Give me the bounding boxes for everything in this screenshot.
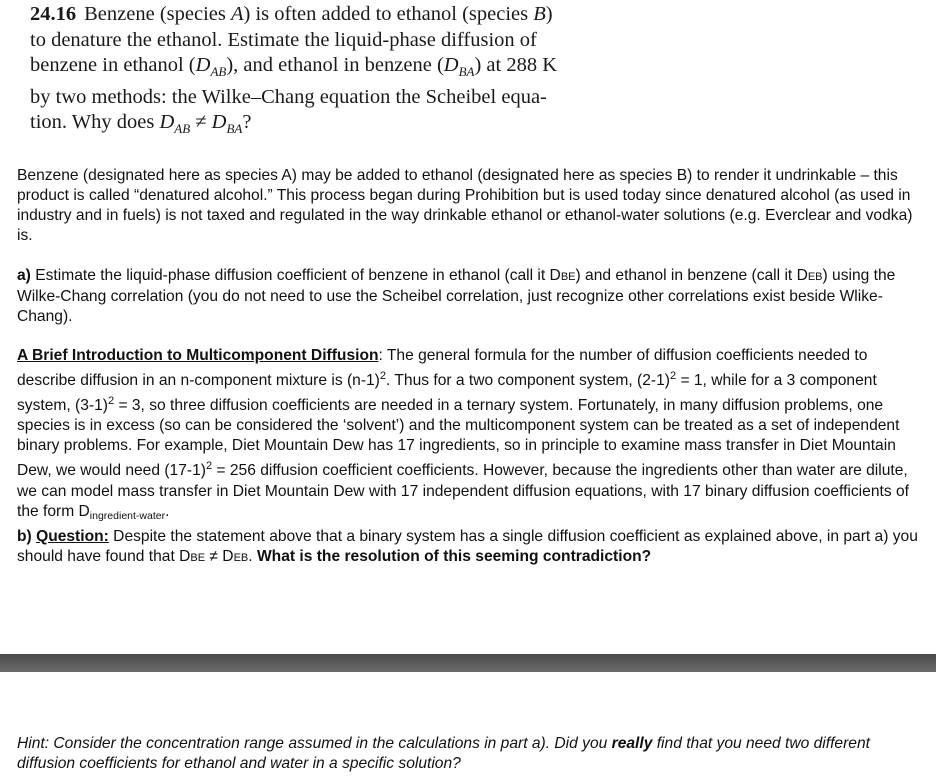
problem-line-2: to denature the ethanol. Estimate the liquid-phase diffusion of bbox=[30, 28, 537, 51]
problem-number: 24.16 bbox=[30, 3, 77, 25]
textbook-problem bbox=[30, 2, 590, 142]
brief-introduction: A Brief Introduction to Multicomponent Diffusion: The general formula for the number of diffusion coefficients needed to describe diffusion in an n-component mixture is $(n-1)^2$. Thus for a two component system, $(2-1)^2 = 1$, while for a 3 component system, $(3-1)^2 = 3$, so three diffusion coefficients are needed in a ternary system. Fortunately, in many diffusion problems, one species is in excess (so can be considered the ‘solvent’) and the multicomponent system can be treated as a set of independent binary problems. For example, Diet Mountain Dew has 17 ingredients, so in principle to examine mass transfer in Diet Mountain Dew, we would need $(17-1)^2 = 256$ diffusion coefficient coefficients. However, because the ingredients other than water are dilute, we can model mass transfer in Diet Mountain Dew with 17 independent diffusion equations, with 17 binary diffusion coefficients of the form $D_{ingredient-water}$. bbox=[17, 347, 909, 522]
brief-heading: A Brief Introduction to Multicomponent Diffusion bbox=[17, 347, 379, 364]
hint-emphasis: really bbox=[611, 735, 653, 752]
question-label: Question: bbox=[36, 528, 109, 545]
part-a-label: a) bbox=[17, 267, 31, 284]
problem-line-4: by two methods: the Wilke–Chang equation the Scheibel equa- bbox=[30, 85, 547, 108]
problem-line-1: 24.16 Benzene (species A) is often added to ethanol (species B) bbox=[30, 3, 553, 25]
hint: Hint: Consider the concentration range assumed in the calculations in part a). Did you really find that you need two different diffusion coefficients for ethanol and water in a specific solution? bbox=[17, 735, 870, 772]
part-b: b) Question: Despite the statement above that a binary system has a single diffusion coefficient as explained above, in part a) you should have found that DBE ≠ DEB. What is the resolution of this seeming contradiction? bbox=[17, 528, 918, 565]
problem-line-3: benzene in ethanol $(D_{AB})$, and ethanol in benzene $(D_{BA})$ at 288 K bbox=[30, 54, 558, 80]
divider-bar bbox=[0, 654, 936, 672]
problem-line-5: tion. Why does $D_{AB} \ne D_{BA}$? bbox=[30, 111, 252, 137]
intro-paragraph: Benzene (designated here as species A) may be added to ethanol (designated here as species B) to render it undrinkable – this product is called “denatured alcohol.” This process began during Prohibition but is used today since denatured alcohol (as used in industry and in fuels) is not taxed and regulated in the way drinkable ethanol or ethanol-water solutions (e.g. Everclear and vodka) is. bbox=[17, 167, 913, 244]
part-a: a) Estimate the liquid-phase diffusion coefficient of benzene in ethanol (call it DBE) and ethanol in benzene (call it DEB) using the Wilke-Chang correlation (you do not need to use the Scheibel correlation, just recognize other correlations exist beside Wlike-Chang). bbox=[17, 267, 896, 325]
part-b-question: What is the resolution of this seeming contradiction? bbox=[256, 548, 652, 565]
part-b-label: b) bbox=[17, 528, 32, 545]
